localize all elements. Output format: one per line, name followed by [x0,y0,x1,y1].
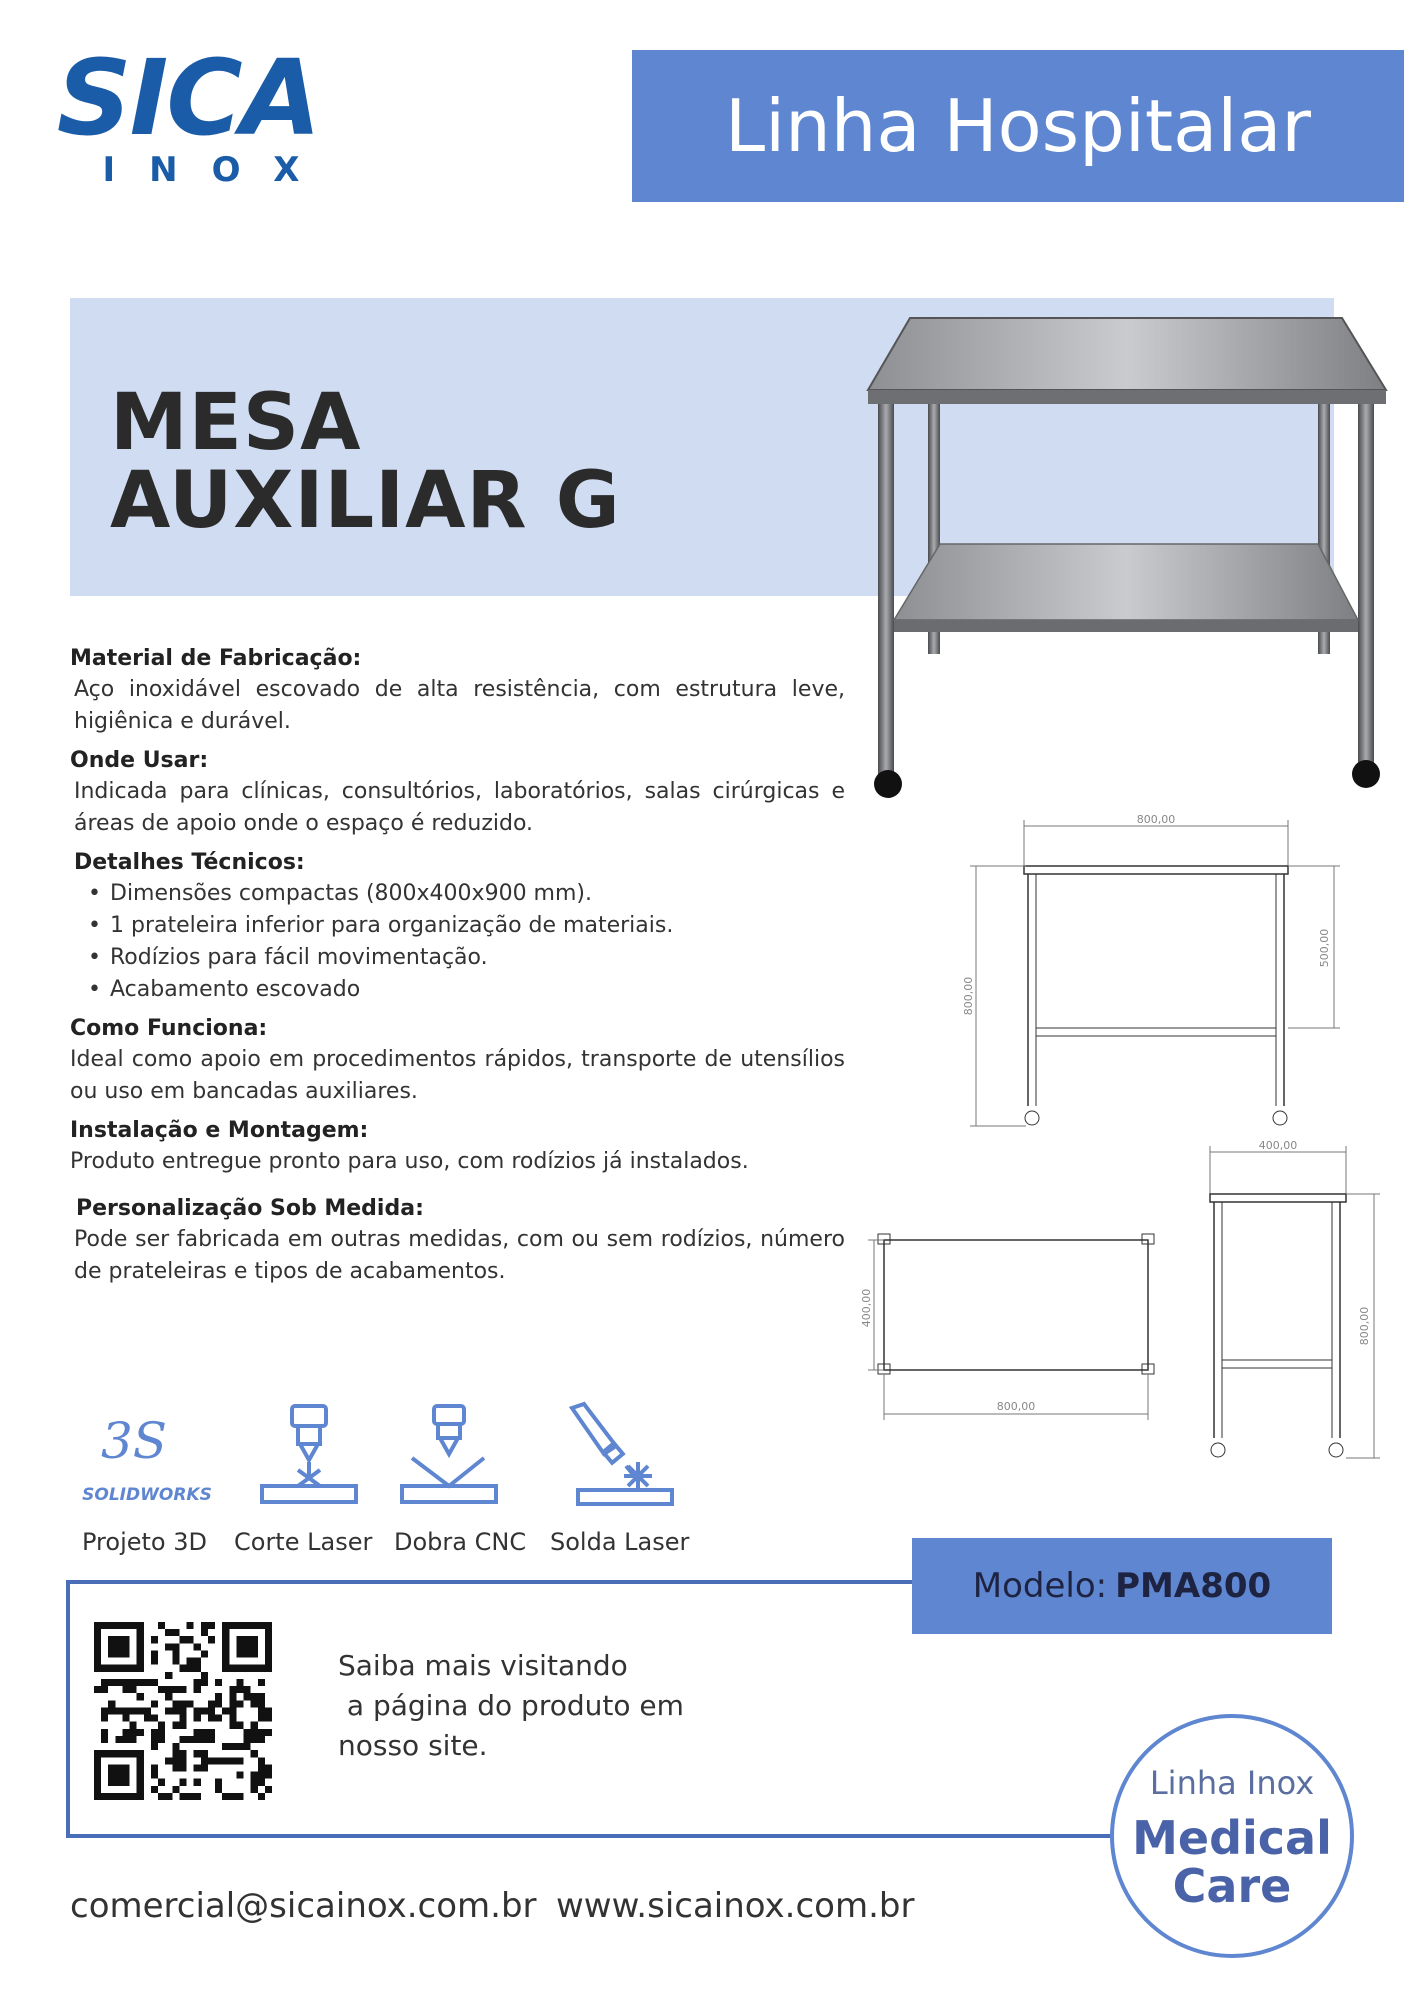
list-item: • 1 prateleira inferior para organização de materiais. [80,910,845,942]
top-width-label: 800,00 [996,1400,1036,1413]
process-label: Solda Laser [550,1528,690,1556]
badge-line1: Linha Inox [1149,1764,1315,1802]
front-shelf-label: 500,00 [1318,928,1331,968]
list-item: • Acabamento escovado [80,974,845,1006]
model-code: PMA800 [1115,1566,1272,1606]
front-width-label: 800,00 [1136,813,1176,826]
section-custom [70,1194,845,1288]
section-text: Ideal como apoio em procedimentos rápidos, transporte de utensílios ou uso em bancadas auxiliares. [70,1047,845,1104]
section-text: Indicada para clínicas, consultórios, laboratórios, salas cirúrgicas e áreas de apoio onde o espaço é reduzido. [74,779,845,836]
qr-caption: Saiba mais visitando a página do produto em nosso site. [338,1649,684,1762]
medical-care-badge [1110,1714,1354,1958]
product-line-title: Linha Hospitalar [725,84,1311,168]
section-heading: Como Funciona: [70,1016,268,1041]
section-text: Aço inoxidável escovado de alta resistência, com estrutura leve, higiênica e durável. [74,677,845,734]
solidworks-icon [72,1400,222,1510]
top-view-drawing [856,1224,1176,1438]
front-view-drawing [962,813,1356,1134]
solidworks-wordmark: SOLIDWORKS [82,1485,212,1505]
section-details [70,848,845,1006]
model-box [912,1538,1332,1634]
process-solidworks [72,1400,222,1510]
section-function [70,1014,845,1108]
badge-line3: Care [1172,1859,1292,1913]
section-heading: Personalização Sob Medida: [76,1196,424,1221]
brand-sub: INOX [102,150,334,190]
process-laser-weld [542,1400,692,1510]
product-line-banner [632,50,1404,202]
process-cnc-bend [372,1400,522,1510]
list-item: • Dimensões compactas (800x400x900 mm). [80,878,845,910]
model-label: Modelo: [972,1566,1108,1606]
product-photo [858,314,1388,804]
svg-text:3S: 3S [100,1412,168,1470]
section-material [70,644,845,738]
side-height-label: 800,00 [1358,1306,1371,1346]
sica-logo-mark [18,37,358,159]
side-view-drawing [1196,1139,1386,1468]
section-heading: Onde Usar: [70,748,209,773]
section-heading: Material de Fabricação: [70,646,362,671]
contact-email[interactable]: comercial@sicainox.com.br [70,1886,537,1926]
process-label: Dobra CNC [394,1528,527,1556]
process-label: Projeto 3D [82,1528,207,1556]
section-install [70,1116,845,1178]
badge-line2: Medical [1132,1811,1332,1865]
top-depth-label: 400,00 [860,1288,873,1328]
laser-weld-icon [542,1400,692,1510]
contact-website[interactable]: www.sicainox.com.br [556,1886,915,1926]
brand-logo [18,37,358,192]
frame-line [66,1580,70,1838]
product-title-line1: MESA [110,378,362,468]
qr-code[interactable] [94,1622,272,1800]
section-text: Pode ser fabricada em outras medidas, com ou sem rodízios, número de prateleiras e tipos de acabamentos. [74,1227,845,1284]
laser-cut-icon [234,1400,384,1510]
section-text: Produto entregue pronto para uso, com rodízios já instalados. [70,1149,749,1174]
section-usage [70,746,845,840]
product-title-line2: AUXILIAR G [110,456,621,546]
cnc-bend-icon [372,1400,522,1510]
brand-name: SICA [56,37,320,159]
frame-line [66,1580,914,1584]
frame-line [66,1834,1114,1838]
side-width-label: 400,00 [1258,1139,1298,1152]
process-label: Corte Laser [234,1528,373,1556]
front-height-label: 800,00 [962,976,975,1016]
section-heading: Detalhes Técnicos: [74,850,305,875]
list-item: • Rodízios para fácil movimentação. [80,942,845,974]
process-laser-cut [234,1400,384,1510]
details-list [70,878,845,1006]
product-description [70,644,845,1296]
section-heading: Instalação e Montagem: [70,1118,369,1143]
